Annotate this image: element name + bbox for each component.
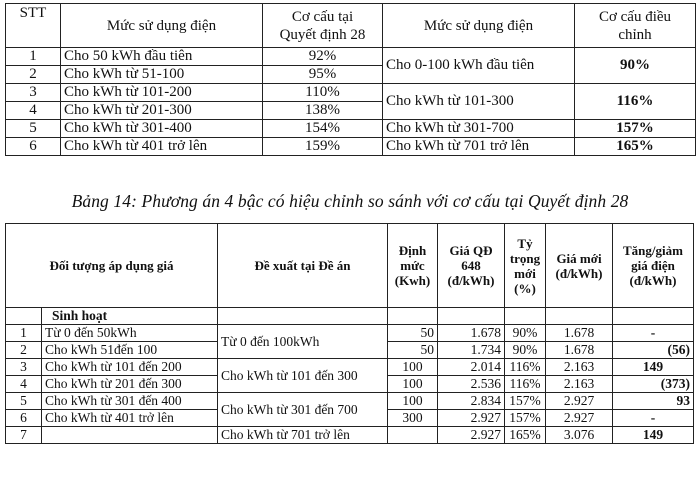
stt-cell: 5 [6,120,61,138]
level-cell: Cho kWh từ 301-400 [61,120,263,138]
stt-cell: 2 [6,66,61,84]
adjusted-level-cell: Cho kWh từ 301-700 [383,120,575,138]
weight-cell: 157% [505,410,546,427]
stt-cell: 6 [6,138,61,156]
level-cell: Cho 50 kWh đầu tiên [61,48,263,66]
price-qd-cell: 2.014 [438,359,505,376]
target-cell: Cho kWh từ 201 đến 300 [42,376,218,393]
ratio-cell: 138% [263,102,383,120]
stt-cell: 3 [6,359,42,376]
price-qd-cell: 2.927 [438,427,505,444]
adjusted-ratio-cell: 165% [575,138,696,156]
change-cell: - [613,410,694,427]
level-cell: Cho kWh từ 101-200 [61,84,263,102]
ratio-cell: 159% [263,138,383,156]
new-price-cell: 2.927 [546,410,613,427]
weight-cell: 90% [505,342,546,359]
table-caption: Bảng 14: Phương án 4 bậc có hiệu chỉnh so sánh với cơ cấu tại Quyết định 28 [71,191,629,211]
weight-cell: 116% [505,359,546,376]
norm-cell: 50 [388,325,438,342]
level-cell: Cho kWh từ 401 trở lên [61,138,263,156]
adjusted-ratio-cell: 116% [575,84,696,120]
weight-cell: 157% [505,393,546,410]
price-qd-cell: 2.834 [438,393,505,410]
norm-cell: 100 [388,359,438,376]
adjusted-ratio-cell: 90% [575,48,696,84]
level-cell: Cho kWh từ 201-300 [61,102,263,120]
stt-cell: 4 [6,102,61,120]
weight-cell: 90% [505,325,546,342]
change-cell: 93 [613,393,694,410]
target-cell: Cho kWh từ 401 trở lên [42,410,218,427]
ratio-cell: 110% [263,84,383,102]
norm-cell: 300 [388,410,438,427]
change-cell: - [613,325,694,342]
adjusted-ratio-cell: 157% [575,120,696,138]
new-price-cell: 2.163 [546,359,613,376]
adjusted-level-cell: Cho kWh từ 101-300 [383,84,575,120]
new-price-cell: 1.678 [546,342,613,359]
level-cell: Cho kWh từ 51-100 [61,66,263,84]
stt-cell: 2 [6,342,42,359]
table1-row [6,138,696,156]
norm-cell [388,427,438,444]
adjusted-level-cell: Cho kWh từ 701 trở lên [383,138,575,156]
ratio-cell: 92% [263,48,383,66]
target-cell [42,427,218,444]
target-cell: Từ 0 đến 50kWh [42,325,218,342]
stt-cell: 4 [6,376,42,393]
table1-row [6,84,696,102]
table1-row [6,48,696,66]
new-price-cell: 2.163 [546,376,613,393]
table2-header-row [6,224,694,308]
header-level-adjusted: Mức sử dụng điện [383,4,575,48]
header-price-qd: Giá QĐ 648 (đ/kWh) [438,224,505,308]
stt-cell: 3 [6,84,61,102]
new-price-cell: 2.927 [546,393,613,410]
header-change: Tăng/giảm giá điện (đ/kWh) [613,224,694,308]
header-target: Đối tượng áp dụng giá [6,224,218,308]
proposal-cell: Cho kWh từ 101 đến 300 [218,359,388,393]
header-norm: Định mức (Kwh) [388,224,438,308]
proposal-cell: Cho kWh từ 701 trở lên [218,427,388,444]
header-stt: STT [6,4,61,48]
table2-row [6,427,694,444]
new-price-cell: 1.678 [546,325,613,342]
change-cell: 149 [613,359,694,376]
stt-cell: 1 [6,325,42,342]
section-row [6,308,694,325]
table2-row [6,325,694,342]
change-cell: (373) [613,376,694,393]
header-weight: Tỷ trọng mới (%) [505,224,546,308]
price-qd-cell: 1.734 [438,342,505,359]
weight-cell: 165% [505,427,546,444]
header-ratio-qd28: Cơ cấu tại Quyết định 28 [263,4,383,48]
header-level-qd28: Mức sử dụng điện [61,4,263,48]
price-qd-cell: 2.927 [438,410,505,427]
header-proposal: Đề xuất tại Đề án [218,224,388,308]
comparison-table-1 [5,3,696,156]
norm-cell: 50 [388,342,438,359]
change-cell: (56) [613,342,694,359]
change-cell: 149 [613,427,694,444]
norm-cell: 100 [388,393,438,410]
section-label: Sinh hoạt [42,308,218,325]
weight-cell: 116% [505,376,546,393]
comparison-table-2 [5,223,694,444]
stt-cell: 7 [6,427,42,444]
target-cell: Cho kWh từ 101 đến 200 [42,359,218,376]
ratio-cell: 95% [263,66,383,84]
stt-cell: 6 [6,410,42,427]
target-cell: Cho kWh 51đến 100 [42,342,218,359]
table1-row [6,120,696,138]
header-new-price: Giá mới (đ/kWh) [546,224,613,308]
new-price-cell: 3.076 [546,427,613,444]
price-qd-cell: 1.678 [438,325,505,342]
norm-cell: 100 [388,376,438,393]
ratio-cell: 154% [263,120,383,138]
proposal-cell: Từ 0 đến 100kWh [218,325,388,359]
stt-cell: 5 [6,393,42,410]
table2-row [6,359,694,376]
header-ratio-adjusted: Cơ cấu điều chỉnh [575,4,696,48]
adjusted-level-cell: Cho 0-100 kWh đầu tiên [383,48,575,84]
table1-header-row [6,4,696,48]
target-cell: Cho kWh từ 301 đến 400 [42,393,218,410]
stt-cell: 1 [6,48,61,66]
table2-row [6,393,694,410]
proposal-cell: Cho kWh từ 301 đến 700 [218,393,388,427]
price-qd-cell: 2.536 [438,376,505,393]
